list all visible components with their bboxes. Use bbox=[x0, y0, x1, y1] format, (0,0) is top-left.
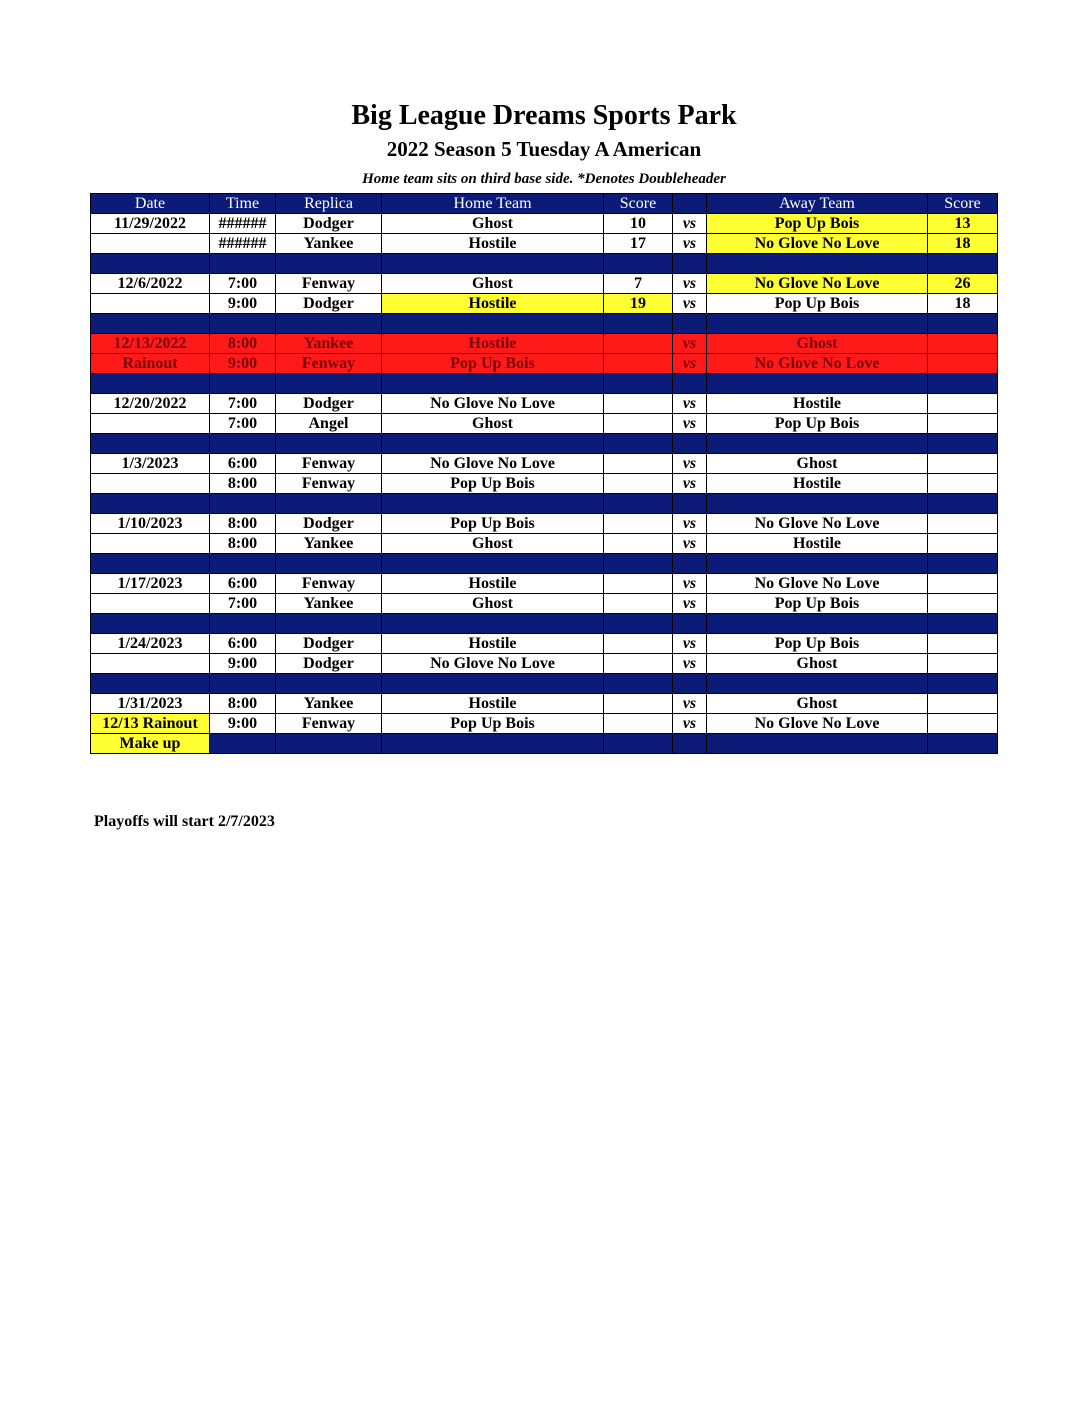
cell-time: 9:00 bbox=[210, 654, 276, 674]
cell-home-team: No Glove No Love bbox=[382, 394, 604, 414]
cell-time: 8:00 bbox=[210, 534, 276, 554]
cell-vs: vs bbox=[673, 654, 707, 674]
cell-vs: vs bbox=[673, 454, 707, 474]
cell-home-team: No Glove No Love bbox=[382, 654, 604, 674]
cell-away-score bbox=[928, 394, 998, 414]
cell-home-score bbox=[604, 694, 673, 714]
header-away-team: Away Team bbox=[707, 194, 928, 214]
cell-time: 6:00 bbox=[210, 454, 276, 474]
cell-home-team: Ghost bbox=[382, 594, 604, 614]
cell-home-team: Pop Up Bois bbox=[382, 474, 604, 494]
cell-home-team: Ghost bbox=[382, 214, 604, 234]
cell-away-score: 13 bbox=[928, 214, 998, 234]
cell-away-score bbox=[928, 454, 998, 474]
cell-away-score bbox=[928, 634, 998, 654]
cell-field: Dodger bbox=[276, 654, 382, 674]
cell-away-score: 26 bbox=[928, 274, 998, 294]
page-subtitle: 2022 Season 5 Tuesday A American bbox=[386, 137, 702, 161]
cell-time: 8:00 bbox=[210, 474, 276, 494]
week-separator bbox=[91, 554, 998, 574]
cell-away-team: Pop Up Bois bbox=[707, 214, 928, 234]
cell-time: 6:00 bbox=[210, 634, 276, 654]
cell-field: Dodger bbox=[276, 634, 382, 654]
cell-date: 1/3/2023 bbox=[91, 454, 210, 474]
week-separator bbox=[91, 314, 998, 334]
cell-time: ###### bbox=[210, 234, 276, 254]
table-row bbox=[91, 474, 998, 494]
cell-away-team: No Glove No Love bbox=[707, 274, 928, 294]
cell-date: 12/20/2022 bbox=[91, 394, 210, 414]
cell-away-score bbox=[928, 414, 998, 434]
cell-vs: vs bbox=[673, 334, 707, 354]
cell-away-score: 18 bbox=[928, 234, 998, 254]
cell-date: 1/24/2023 bbox=[91, 634, 210, 654]
cell-home-team: No Glove No Love bbox=[382, 454, 604, 474]
table-row bbox=[91, 514, 998, 534]
cell-field: Fenway bbox=[276, 714, 382, 734]
cell-home-team: Hostile bbox=[382, 574, 604, 594]
week-separator bbox=[91, 494, 998, 514]
table-row bbox=[91, 454, 998, 474]
cell-away-team: Pop Up Bois bbox=[707, 294, 928, 314]
cell-vs: vs bbox=[673, 594, 707, 614]
cell-away-score bbox=[928, 694, 998, 714]
cell-away-team: Pop Up Bois bbox=[707, 414, 928, 434]
cell-home-team: Hostile bbox=[382, 294, 604, 314]
week-separator bbox=[91, 614, 998, 634]
cell-date bbox=[91, 534, 210, 554]
table-row bbox=[91, 634, 998, 654]
cell-away-score bbox=[928, 474, 998, 494]
cell-field: Fenway bbox=[276, 454, 382, 474]
cell-home-score bbox=[604, 454, 673, 474]
cell-home-score: 17 bbox=[604, 234, 673, 254]
cell-date bbox=[91, 294, 210, 314]
cell-time: 7:00 bbox=[210, 274, 276, 294]
cell-away-score bbox=[928, 594, 998, 614]
header-replica: Replica bbox=[276, 194, 382, 214]
cell-date: 1/17/2023 bbox=[91, 574, 210, 594]
table-row bbox=[91, 694, 998, 714]
cell-time: 8:00 bbox=[210, 694, 276, 714]
cell-vs: vs bbox=[673, 694, 707, 714]
cell-date: 12/13 Rainout bbox=[91, 714, 210, 734]
cell-vs: vs bbox=[673, 474, 707, 494]
playoffs-note: Playoffs will start 2/7/2023 bbox=[94, 813, 275, 830]
cell-date bbox=[91, 594, 210, 614]
cell-time: 6:00 bbox=[210, 574, 276, 594]
table-row bbox=[91, 394, 998, 414]
cell-vs: vs bbox=[673, 274, 707, 294]
cell-date bbox=[91, 474, 210, 494]
table-row bbox=[91, 654, 998, 674]
cell-date: 11/29/2022 bbox=[91, 214, 210, 234]
cell-home-score bbox=[604, 334, 673, 354]
cell-home-team: Pop Up Bois bbox=[382, 514, 604, 534]
cell-field: Fenway bbox=[276, 474, 382, 494]
cell-field: Fenway bbox=[276, 354, 382, 374]
cell-away-team: Ghost bbox=[707, 334, 928, 354]
cell-home-score bbox=[604, 534, 673, 554]
cell-date bbox=[91, 234, 210, 254]
cell-away-score bbox=[928, 574, 998, 594]
cell-away-score bbox=[928, 354, 998, 374]
table-row bbox=[91, 214, 998, 234]
cell-vs: vs bbox=[673, 354, 707, 374]
table-row-rainout bbox=[91, 334, 998, 354]
cell-time: 7:00 bbox=[210, 594, 276, 614]
cell-time: 8:00 bbox=[210, 514, 276, 534]
cell-home-team: Ghost bbox=[382, 414, 604, 434]
cell-away-team: Ghost bbox=[707, 454, 928, 474]
cell-home-team: Pop Up Bois bbox=[382, 714, 604, 734]
cell-field: Dodger bbox=[276, 214, 382, 234]
cell-date: 1/31/2023 bbox=[91, 694, 210, 714]
cell-home-team: Hostile bbox=[382, 234, 604, 254]
makeup-label: Make up bbox=[91, 734, 210, 754]
cell-vs: vs bbox=[673, 534, 707, 554]
cell-time: 8:00 bbox=[210, 334, 276, 354]
cell-home-score bbox=[604, 634, 673, 654]
cell-field: Yankee bbox=[276, 534, 382, 554]
cell-field: Dodger bbox=[276, 394, 382, 414]
cell-away-team: No Glove No Love bbox=[707, 714, 928, 734]
week-separator bbox=[91, 374, 998, 394]
cell-home-team: Ghost bbox=[382, 534, 604, 554]
header-time: Time bbox=[210, 194, 276, 214]
cell-away-team: Ghost bbox=[707, 654, 928, 674]
cell-home-team: Ghost bbox=[382, 274, 604, 294]
header-home-team: Home Team bbox=[382, 194, 604, 214]
week-separator bbox=[91, 674, 998, 694]
cell-time: ###### bbox=[210, 214, 276, 234]
cell-away-team: Pop Up Bois bbox=[707, 634, 928, 654]
makeup-row bbox=[91, 734, 998, 754]
cell-vs: vs bbox=[673, 234, 707, 254]
schedule-table bbox=[90, 193, 998, 754]
table-row bbox=[91, 594, 998, 614]
header-away-score: Score bbox=[928, 194, 998, 214]
week-separator bbox=[91, 254, 998, 274]
table-row bbox=[91, 294, 998, 314]
cell-home-score bbox=[604, 414, 673, 434]
cell-vs: vs bbox=[673, 514, 707, 534]
table-row bbox=[91, 534, 998, 554]
cell-away-score bbox=[928, 534, 998, 554]
cell-time: 9:00 bbox=[210, 714, 276, 734]
cell-away-score bbox=[928, 334, 998, 354]
cell-home-team: Hostile bbox=[382, 334, 604, 354]
cell-home-score bbox=[604, 594, 673, 614]
cell-time: 7:00 bbox=[210, 394, 276, 414]
cell-away-score bbox=[928, 654, 998, 674]
cell-date: 12/6/2022 bbox=[91, 274, 210, 294]
cell-away-team: No Glove No Love bbox=[707, 574, 928, 594]
cell-home-score bbox=[604, 514, 673, 534]
cell-date bbox=[91, 654, 210, 674]
page-title: Big League Dreams Sports Park bbox=[351, 100, 737, 131]
cell-field: Dodger bbox=[276, 294, 382, 314]
cell-field: Yankee bbox=[276, 694, 382, 714]
header-home-score: Score bbox=[604, 194, 673, 214]
cell-field: Angel bbox=[276, 414, 382, 434]
schedule-note: Home team sits on third base side. *Denotes Doubleheader bbox=[362, 171, 726, 187]
cell-date bbox=[91, 414, 210, 434]
cell-away-team: Hostile bbox=[707, 394, 928, 414]
cell-home-score: 19 bbox=[604, 294, 673, 314]
cell-vs: vs bbox=[673, 634, 707, 654]
cell-field: Fenway bbox=[276, 574, 382, 594]
cell-away-score: 18 bbox=[928, 294, 998, 314]
cell-away-team: Hostile bbox=[707, 534, 928, 554]
cell-home-score: 10 bbox=[604, 214, 673, 234]
cell-away-team: Pop Up Bois bbox=[707, 594, 928, 614]
cell-vs: vs bbox=[673, 214, 707, 234]
header-vs bbox=[673, 194, 707, 214]
table-row bbox=[91, 274, 998, 294]
cell-time: 9:00 bbox=[210, 354, 276, 374]
cell-date: 1/10/2023 bbox=[91, 514, 210, 534]
cell-date: 12/13/2022 bbox=[91, 334, 210, 354]
table-row-rainout bbox=[91, 354, 998, 374]
cell-field: Fenway bbox=[276, 274, 382, 294]
cell-time: 7:00 bbox=[210, 414, 276, 434]
cell-vs: vs bbox=[673, 714, 707, 734]
cell-home-score bbox=[604, 574, 673, 594]
table-row bbox=[91, 414, 998, 434]
cell-vs: vs bbox=[673, 294, 707, 314]
cell-away-team: No Glove No Love bbox=[707, 514, 928, 534]
table-row bbox=[91, 234, 998, 254]
cell-away-team: Hostile bbox=[707, 474, 928, 494]
header-date: Date bbox=[91, 194, 210, 214]
week-separator bbox=[91, 434, 998, 454]
table-row bbox=[91, 714, 998, 734]
cell-home-team: Hostile bbox=[382, 694, 604, 714]
cell-vs: vs bbox=[673, 394, 707, 414]
cell-vs: vs bbox=[673, 574, 707, 594]
cell-date: Rainout bbox=[91, 354, 210, 374]
table-row bbox=[91, 574, 998, 594]
cell-home-score bbox=[604, 474, 673, 494]
cell-home-score: 7 bbox=[604, 274, 673, 294]
cell-home-score bbox=[604, 394, 673, 414]
cell-time: 9:00 bbox=[210, 294, 276, 314]
cell-away-team: No Glove No Love bbox=[707, 354, 928, 374]
cell-home-score bbox=[604, 354, 673, 374]
cell-home-score bbox=[604, 714, 673, 734]
cell-home-score bbox=[604, 654, 673, 674]
cell-vs: vs bbox=[673, 414, 707, 434]
cell-field: Yankee bbox=[276, 334, 382, 354]
cell-away-score bbox=[928, 514, 998, 534]
cell-away-team: No Glove No Love bbox=[707, 234, 928, 254]
header-row bbox=[91, 194, 998, 214]
cell-away-score bbox=[928, 714, 998, 734]
cell-home-team: Hostile bbox=[382, 634, 604, 654]
cell-home-team: Pop Up Bois bbox=[382, 354, 604, 374]
cell-field: Yankee bbox=[276, 234, 382, 254]
cell-field: Dodger bbox=[276, 514, 382, 534]
cell-field: Yankee bbox=[276, 594, 382, 614]
cell-away-team: Ghost bbox=[707, 694, 928, 714]
